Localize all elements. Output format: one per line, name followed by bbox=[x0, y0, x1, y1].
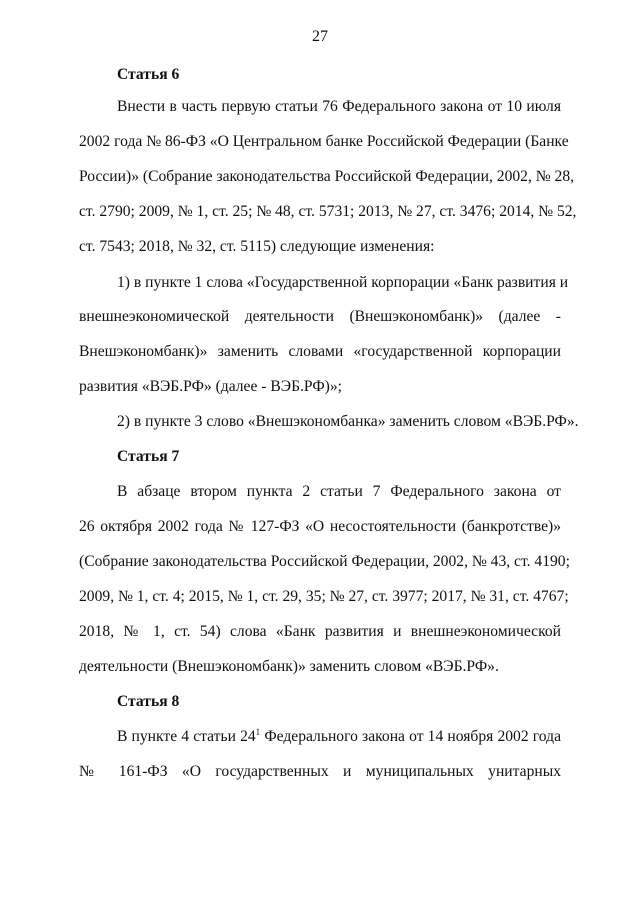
list-item-line: Внешэкономбанк)» заменить словами «государственной корпорации bbox=[79, 343, 561, 360]
paragraph-line: ст. 7543; 2018, № 32, ст. 5115) следующие изменения: bbox=[79, 238, 435, 255]
text-run: Федерального закона от 14 ноября 2002 года bbox=[260, 728, 561, 745]
article-6-heading: Статья 6 bbox=[117, 66, 180, 83]
list-item-line: внешнеэкономической деятельности (Внешэкономбанк)» (далее - bbox=[79, 308, 561, 325]
paragraph-line: ст. 2790; 2009, № 1, ст. 25; № 48, ст. 5731; 2013, № 27, ст. 3476; 2014, № 52, bbox=[79, 203, 577, 220]
paragraph-line: 2018, № 1, ст. 54) слова «Банк развития и внешнеэкономической bbox=[79, 623, 561, 640]
page-number: 27 bbox=[312, 28, 328, 45]
paragraph-line: № 161-ФЗ «О государственных и муниципальных унитарных bbox=[79, 763, 561, 780]
paragraph-line: (Собрание законодательства Российской Федерации, 2002, № 43, ст. 4190; bbox=[79, 553, 570, 570]
article-8-heading: Статья 8 bbox=[117, 693, 180, 710]
article-7-heading: Статья 7 bbox=[117, 448, 180, 465]
paragraph-line bbox=[117, 728, 561, 746]
paragraph-line: 26 октября 2002 года № 127-ФЗ «О несостоятельности (банкротстве)» bbox=[79, 518, 561, 535]
paragraph-line: Внести в часть первую статьи 76 Федерального закона от 10 июля bbox=[117, 98, 561, 115]
superscript: 1 bbox=[255, 727, 261, 737]
text-run: В пункте 4 статьи 24 bbox=[117, 728, 256, 745]
paragraph-line: 2002 года № 86-ФЗ «О Центральном банке Российской Федерации (Банке bbox=[79, 133, 569, 150]
paragraph-line: России)» (Собрание законодательства Российской Федерации, 2002, № 28, bbox=[79, 168, 575, 185]
paragraph-line: 2009, № 1, ст. 4; 2015, № 1, ст. 29, 35; № 27, ст. 3977; 2017, № 31, ст. 4767; bbox=[79, 588, 569, 605]
paragraph-line: деятельности (Внешэкономбанк)» заменить словом «ВЭБ.РФ». bbox=[79, 658, 499, 675]
paragraph-line: В абзаце втором пункта 2 статьи 7 Федерального закона от bbox=[117, 483, 561, 500]
list-item-line: 2) в пункте 3 слово «Внешэкономбанка» заменить словом «ВЭБ.РФ». bbox=[117, 413, 579, 430]
list-item-line: 1) в пункте 1 слова «Государственной корпорации «Банк развития и bbox=[117, 274, 569, 291]
list-item-line: развития «ВЭБ.РФ» (далее - ВЭБ.РФ)»; bbox=[79, 378, 342, 395]
